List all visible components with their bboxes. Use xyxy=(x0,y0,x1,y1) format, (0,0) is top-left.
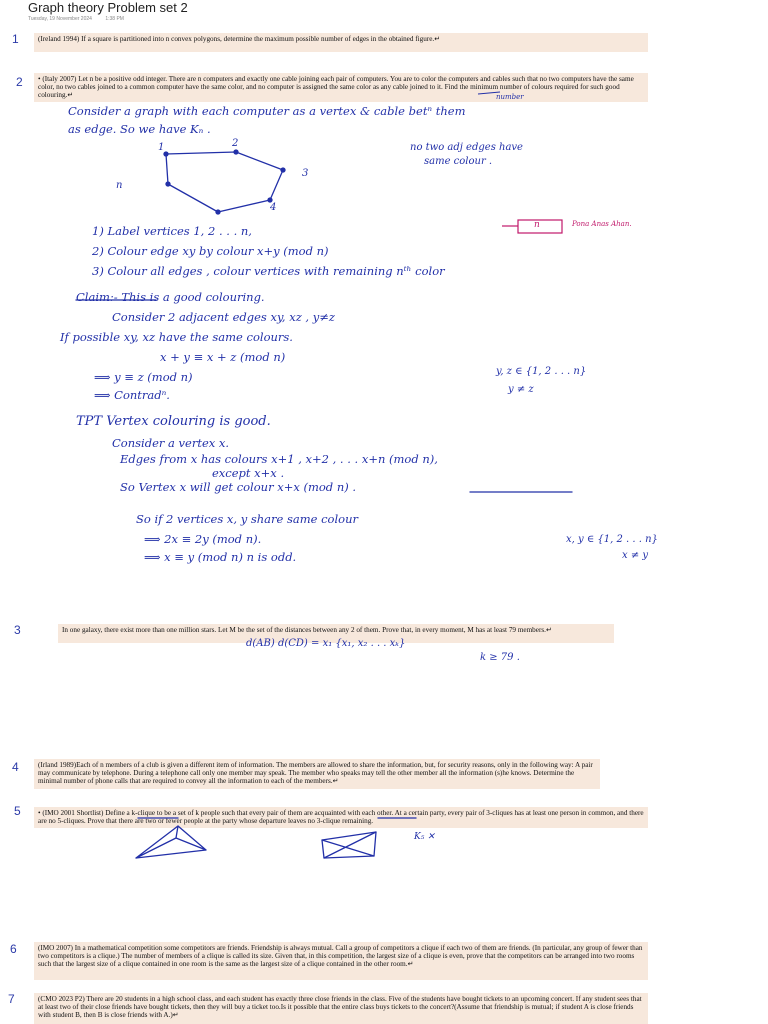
graph-vertex-label: 3 xyxy=(302,168,309,179)
handwritten-note: d(AB) d(CD) = x₁ {x₁, x₂ . . . xₖ} xyxy=(246,638,406,649)
problem-number: 5 xyxy=(14,804,21,818)
handwritten-note: as edge. So we have Kₙ . xyxy=(68,122,211,136)
problem-number: 7 xyxy=(8,992,15,1006)
handwritten-note: x, y ∈ {1, 2 . . . n} xyxy=(566,534,658,545)
handwritten-note: ⟹ x ≡ y (mod n) n is odd. xyxy=(144,550,297,564)
handwritten-note: TPT Vertex colouring is good. xyxy=(76,414,271,429)
handwritten-note: Pona Anas Ahan. xyxy=(572,220,632,228)
handwritten-note: K₅ ✕ xyxy=(414,832,435,842)
handwritten-note: except x+x . xyxy=(212,466,285,480)
handwritten-note: ⟹ Contradⁿ. xyxy=(94,388,170,402)
handwritten-note: x + y ≡ x + z (mod n) xyxy=(160,350,286,364)
handwritten-note: 2) Colour edge xy by colour x+y (mod n) xyxy=(92,244,329,258)
handwritten-note: Claim:- This is a good colouring. xyxy=(76,290,265,304)
handwritten-note: ⟹ y ≡ z (mod n) xyxy=(94,370,193,384)
handwritten-note: 1) Label vertices 1, 2 . . . n, xyxy=(92,224,252,238)
problem-text: In one galaxy, there exist more than one million stars. Let M be the set of the distances between any 2 of them. Prove that, in every moment, M has at least 79 members.↵ xyxy=(58,624,614,643)
handwritten-note: If possible xy, xz have the same colours. xyxy=(60,330,293,344)
problem-text: (Irland 1989)Each of n members of a club is given a different item of information. The members are allowed to share the information, but, for security reasons, only in the following way: A pair may communicate by telephone. During a telephone call only one member may speak. The member who speaks may tell the other member all the information (s)he knows. Determine the minimal number of phone calls that are required to convey all the information to each of the members.↵ xyxy=(34,759,600,789)
graph-vertex-label: 2 xyxy=(232,138,239,149)
handwritten-note: So if 2 vertices x, y share same colour xyxy=(136,512,358,526)
handwritten-note: same colour . xyxy=(424,156,493,167)
handwritten-note: y ≠ z xyxy=(508,384,534,395)
problem-number: 6 xyxy=(10,942,17,956)
handwritten-note: k ≥ 79 . xyxy=(480,652,520,663)
page-timestamp xyxy=(28,16,124,22)
handwritten-note: 3) Colour all edges , colour vertices with remaining nᵗʰ color xyxy=(92,264,445,278)
handwritten-note: Edges from x has colours x+1 , x+2 , . . . x+n (mod n), xyxy=(120,452,438,466)
page-title: Graph theory Problem set 2 xyxy=(28,0,188,15)
problem-number: 2 xyxy=(16,75,23,89)
handwritten-note: Consider 2 adjacent edges xy, xz , y≠z xyxy=(112,310,335,324)
handwritten-note: Consider a vertex x. xyxy=(112,436,230,450)
graph-vertex-label: 4 xyxy=(270,202,277,213)
problem-number: 1 xyxy=(12,32,19,46)
handwritten-note: Consider a graph with each computer as a vertex & cable betⁿ them xyxy=(68,104,466,118)
handwritten-note: y, z ∈ {1, 2 . . . n} xyxy=(496,366,587,377)
problem-number: 4 xyxy=(12,760,19,774)
graph-vertex-label: n xyxy=(116,180,123,191)
handwritten-note: number xyxy=(496,93,524,101)
handwritten-note: x ≠ y xyxy=(622,550,649,561)
problem-text: (IMO 2007) In a mathematical competition some competitors are friends. Friendship is always mutual. Call a group of competitors a clique if each two of them are friends. (In particular, any group of fewer than two competitors is a clique.) The number of members of a clique is called its size. Given that, in this competition, the largest size of a clique is even, prove that the competitors can be arranged into two rooms such that the largest size of a clique contained in one room is the same as the largest size of a clique contained in the other room.↵ xyxy=(34,942,648,980)
page-time: 1:38 PM xyxy=(105,16,124,22)
problem-text: (Ireland 1994) If a square is partitioned into n convex polygons, determine the maximum possible number of edges in the obtained figure.↵ xyxy=(34,33,648,52)
handwritten-boxed-label: n xyxy=(534,220,540,230)
problem-text: • (Italy 2007) Let n be a positive odd integer. There are n computers and exactly one cable joining each pair of computers. You are to color the computers and cables such that no two computers have the same color, no two cables joined to a common computer have the same color, and no computer is assigned the same color as any cable joined to it. Find the minimum number of colours required for such good colouring.↵ xyxy=(34,73,648,102)
page-date: Tuesday, 19 November 2024 xyxy=(28,16,92,22)
graph-vertex-label: 1 xyxy=(158,142,165,153)
problem-number: 3 xyxy=(14,623,21,637)
handwritten-note: no two adj edges have xyxy=(410,142,523,153)
problem-text: • (IMO 2001 Shortlist) Define a k-clique to be a set of k people such that every pair of them are acquainted with each other. At a certain party, every pair of 3-cliques has at least one person in common, and there are no 5-cliques. Prove that there are two or fewer people at the party whose departure leaves no 3-clique remaining. xyxy=(34,807,648,828)
problem-text: (CMO 2023 P2) There are 20 students in a high school class, and each student has exactly three close friends in the class. Five of the students have bought tickets to an upcoming concert. If any student sees that at least two of their close friends have bought tickets, then they will buy a ticket too.Is it possible that the entire class buys tickets to the concert?(Assume that friendship is mutual; if student A is close friends with student B, then B is close friends with A.)↵ xyxy=(34,993,648,1024)
handwritten-note: So Vertex x will get colour x+x (mod n) . xyxy=(120,480,357,494)
handwritten-note: ⟹ 2x ≡ 2y (mod n). xyxy=(144,532,262,546)
